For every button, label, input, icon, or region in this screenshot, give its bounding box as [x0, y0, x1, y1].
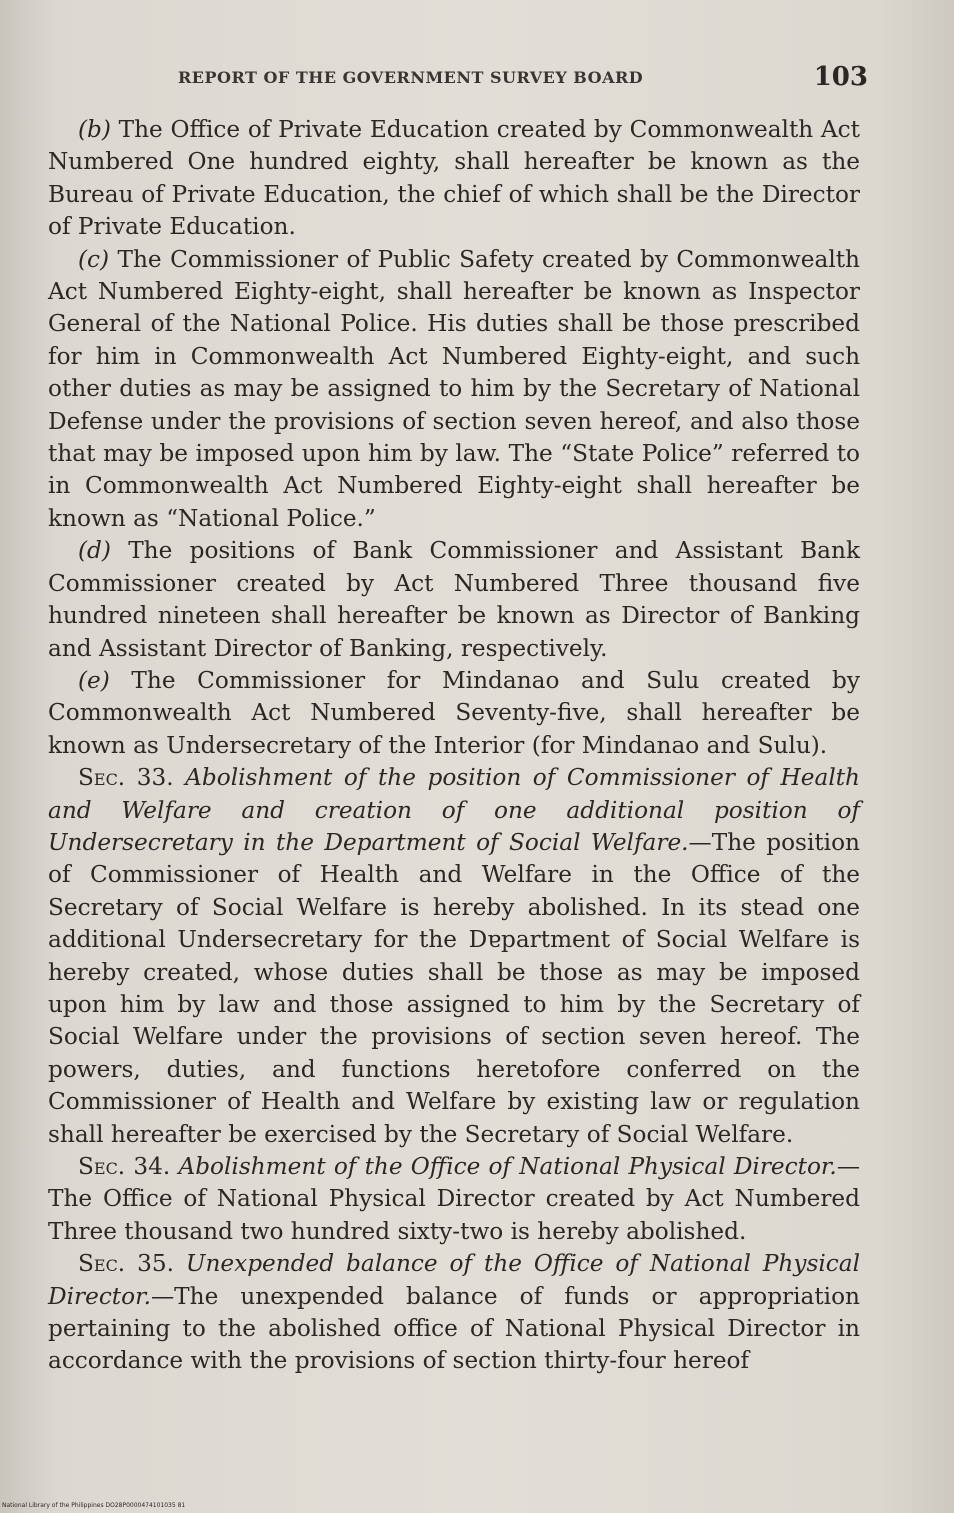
scan-footer-id: National Library of the Philippines DO28P0000474101035 81: [2, 1502, 186, 1509]
section-33-text: —The position of Commissioner of Health and Welfare in the Office of the Secretary of Social Welfare is hereby abolished. In its stead one additional Undersecretary for the Dɐpartment of Social Welfare is hereby created, whose duties shall be those as may be imposed upon him by law and those assigned to him by the Secretary of Social Welfare under the provisions of section seven hereof. The powers, duties, and functions heretofore conferred on the Commissioner of Health and Welfare by existing law or regulation shall hereafter be exercised by the Secretary of Social Welfare.: [48, 828, 860, 1148]
section-34: [48, 1151, 860, 1248]
section-35-text: —The unexpended balance of funds or appropriation pertaining to the abolished office of National Physical Director in accordance with the provisions of section thirty-four hereof: [48, 1282, 860, 1375]
section-34-text: —The Office of National Physical Director created by Act Numbered Three thousand two hundred sixty-two is hereby abolished.: [48, 1153, 860, 1245]
page-number: 103: [813, 62, 868, 92]
paragraph-b-text: The Office of Private Education created by Commonwealth Act Numbered One hundred eighty, shall hereafter be known as the Bureau of Private Education, the chief of which shall be the Director of Private Education.: [48, 116, 860, 241]
paragraph-c-text: The Commissioner of Public Safety created by Commonwealth Act Numbered Eighty-eight, shall hereafter be known as Inspector General of the National Police. His duties shall be those prescribed for him in Commonwealth Act Numbered Eighty-eight, and such other duties as may be assigned to him by the Secretary of National Defense under the provisions of section seven hereof, and also those that may be imposed upon him by law. The “State Police” referred to in Commonwealth Act Numbered Eighty-eight shall hereafter be known as “National Police.”: [48, 245, 860, 532]
paragraph-d-label: (d): [78, 537, 111, 565]
section-33-label: Sec. 33.: [78, 764, 174, 792]
section-35-label: Sec. 35.: [78, 1250, 174, 1278]
paragraph-d-text: The positions of Bank Commissioner and Assistant Bank Commissioner created by Act Numbered Three thousand five hundred nineteen shall hereafter be known as Director of Banking and Assistant Director of Banking, respectively.: [48, 537, 860, 662]
section-33: [48, 762, 860, 1151]
paragraph-e-text: The Commissioner for Mindanao and Sulu created by Commonwealth Act Numbered Seventy-five, shall hereafter be known as Undersecretary of the Interior (for Mindanao and Sulu).: [48, 666, 860, 759]
running-head: [178, 64, 868, 94]
paragraph-c: [48, 244, 860, 536]
body-text: [48, 114, 860, 1378]
section-35-title: Unexpended balance of the Office of National Physical Director.: [48, 1250, 860, 1310]
section-35: [48, 1248, 860, 1378]
section-34-label: Sec. 34.: [78, 1153, 171, 1180]
section-33-title: Abolishment of the position of Commissioner of Health and Welfare and creation of one additional position of Undersecretary in the Department of Social Welfare.: [48, 764, 860, 856]
paragraph-c-label: (c): [78, 245, 110, 273]
paragraph-d: [48, 535, 860, 665]
paragraph-b: [48, 114, 860, 244]
running-title: REPORT OF THE GOVERNMENT SURVEY BOARD: [178, 68, 644, 87]
paragraph-b-label: (b): [78, 116, 111, 143]
paragraph-e: [48, 665, 860, 762]
section-34-title: Abolishment of the Office of National Physical Director.: [170, 1153, 837, 1180]
paragraph-e-label: (e): [78, 666, 110, 694]
